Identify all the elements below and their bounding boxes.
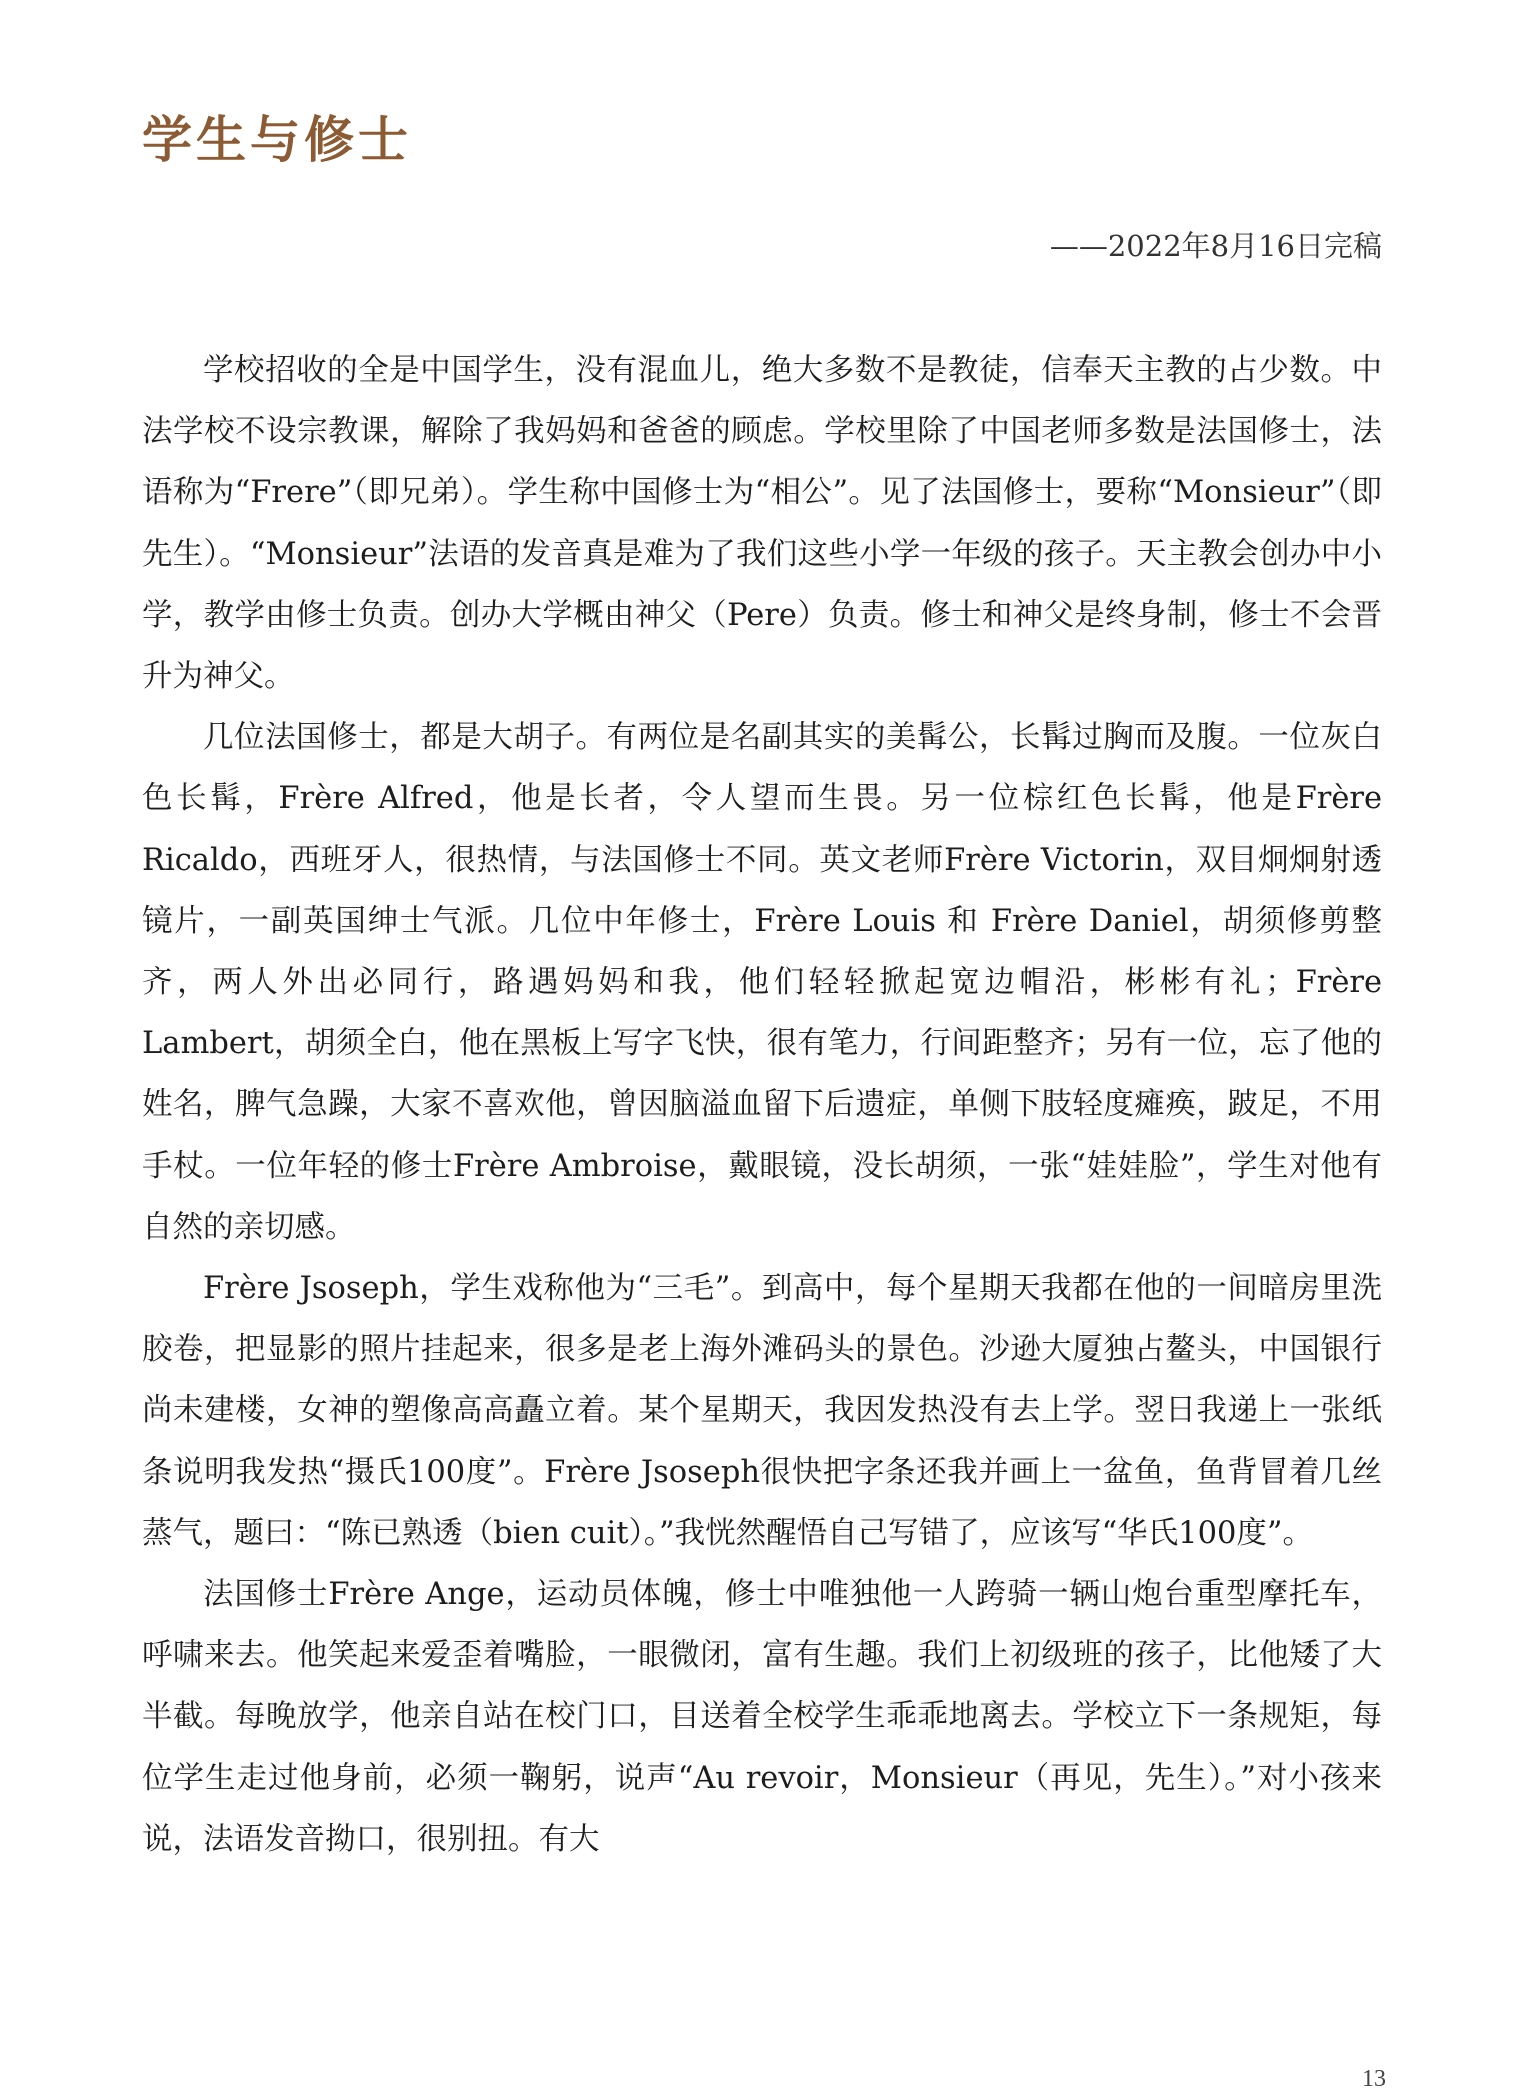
paragraph: 几位法国修士，都是大胡子。有两位是名副其实的美髯公，长髯过胸而及腹。一位灰白色长髯，Frère Alfred，他是长者，令人望而生畏。另一位棕红色长髯，他是Frère Ricaldo，西班牙人，很热情，与法国修士不同。英文老师Frère Victorin，双目炯炯射透镜片，一副英国绅士气派。几位中年修士，Frère Louis 和 Frère Daniel，胡须修剪整齐，两人外出必同行，路遇妈妈和我，他们轻轻掀起宽边帽沿，彬彬有礼；Frère Lambert，胡须全白，他在黑板上写字飞快，很有笔力，行间距整齐；另有一位，忘了他的姓名，脾气急躁，大家不喜欢他，曾因脑溢血留下后遗症，单侧下肢轻度瘫痪，跛足，不用手杖。一位年轻的修士Frère Ambroise，戴眼镜，没长胡须，一张“娃娃脸”，学生对他有自然的亲切感。 — [142, 720, 1382, 1245]
page-number: 13 — [1362, 2066, 1386, 2092]
paragraph: 法国修士Frère Ange，运动员体魄，修士中唯独他一人跨骑一辆山炮台重型摩托车，呼啸来去。他笑起来爱歪着嘴脸，一眼微闭，富有生趣。我们上初级班的孩子，比他矮了大半截。每晚放学，他亲自站在校门口，目送着全校学生乖乖地离去。学校立下一条规矩，每位学生走过他身前，必须一鞠躬，说声“Au revoir，Monsieur（再见，先生）。”对小孩来说，法语发音拗口，很别扭。有大 — [142, 1577, 1382, 1857]
paragraph: Frère Jsoseph，学生戏称他为“三毛”。到高中，每个星期天我都在他的一间暗房里洗胶卷，把显影的照片挂起来，很多是老上海外滩码头的景色。沙逊大厦独占鳌头，中国银行尚未建楼，女神的塑像高高矗立着。某个星期天，我因发热没有去上学。翌日我递上一张纸条说明我发热“摄氏100度”。Frère Jsoseph很快把字条还我并画上一盆鱼，鱼背冒着几丝蒸气，题曰：“陈已熟透（bien cuit）。”我恍然醒悟自己写错了，应该写“华氏100度”。 — [142, 1271, 1382, 1551]
body-text — [142, 340, 1382, 1870]
completion-date: ——2022年8月16日完稿 — [1049, 229, 1382, 263]
paragraph: 学校招收的全是中国学生，没有混血儿，绝大多数不是教徒，信奉天主教的占少数。中法学校不设宗教课，解除了我妈妈和爸爸的顾虑。学校里除了中国老师多数是法国修士，法语称为“Frere”（即兄弟）。学生称中国修士为“相公”。见了法国修士，要称“Monsieur”（即先生）。“Monsieur”法语的发音真是难为了我们这些小学一年级的孩子。天主教会创办中小学，教学由修士负责。创办大学概由神父（Pere）负责。修士和神父是终身制，修士不会晋升为神父。 — [142, 353, 1382, 695]
chapter-title: 学生与修士 — [142, 110, 412, 169]
